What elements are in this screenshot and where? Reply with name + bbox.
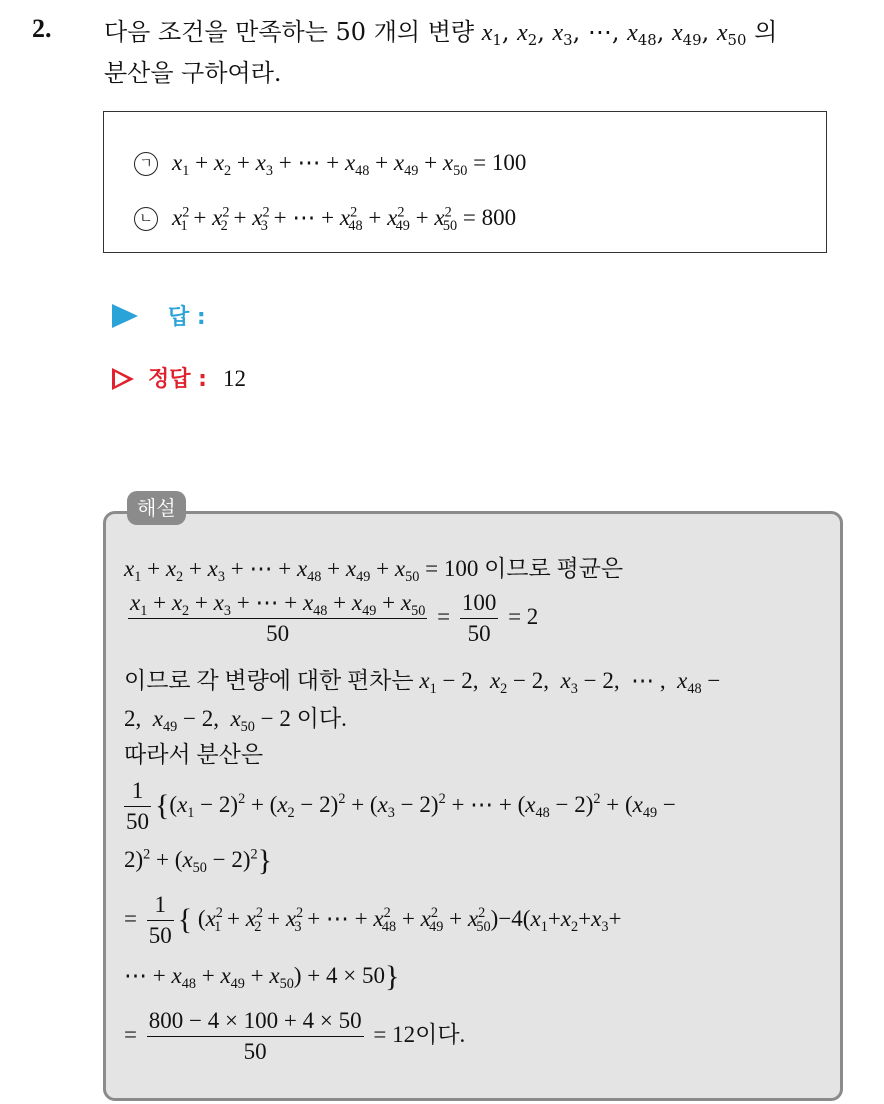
question-text-line1-suffix: 의 — [754, 18, 778, 46]
correct-answer-label: 정답 : — [148, 367, 207, 392]
one-fiftieth-fraction — [124, 776, 151, 837]
one-fiftieth-den: 50 — [126, 809, 149, 834]
condition-2: ㄴ $x^2_1 + x^2_2 + x^2_3$ + ⋯ + $x^2_{48} + x^2_{49} + x^2_{50} = 800$ — [134, 205, 516, 231]
solution-line-1: $x_1 + x_2 + x_3$ + ⋯ + $x_{48} + x_{49} + x_{50} = 100$ 이므로 평균은 — [124, 556, 624, 585]
one-fiftieth-num: 1 — [124, 776, 151, 807]
final-suffix: 이다. — [415, 1021, 466, 1047]
one-fiftieth-den-2: 50 — [148, 923, 172, 948]
answer-label: 답 : — [168, 305, 206, 330]
question-text — [104, 12, 864, 93]
one-fiftieth-fraction-2 — [147, 890, 174, 951]
solution-variance-expr-cont: $2)^2 + (x_{50} - 2)^2$} — [124, 844, 273, 877]
mean-fraction: $\frac{x_1 + x_2 + x_3 + \cdots + x_{48} + x_{49} + x_{50}}{50}$ — [128, 588, 427, 649]
solution-line-4: 2, $x_{49} - 2$, $x_{50} - 2$ 이다. — [124, 706, 347, 735]
answer-row — [112, 300, 206, 331]
solution-line-5: 따라서 분산은 — [124, 742, 264, 767]
correct-answer-row — [112, 362, 246, 393]
final-fraction-num: 800 − 4 × 100 + 4 × 50 — [147, 1006, 364, 1037]
solution-expand-expr-cont: ⋯ + $x_{48} + x_{49} + x_{50}) + 4 \times 50$} — [124, 960, 400, 993]
mean-value-den: 50 — [467, 621, 491, 646]
final-fraction — [147, 1006, 364, 1067]
solution-line-4-suffix: 이다. — [296, 706, 347, 731]
condition-2-marker: ㄴ — [134, 207, 158, 231]
question-text-line2: 분산을 구하여라. — [104, 59, 282, 87]
solution-expand-expr: = $\frac{1}{50}$ { ($x^2_1 + x^2_2 + x^2_3$ + ⋯ + $x^2_{48} + x^2_{49} + x^2_{50})-4(x_1+x_2+x_3+$ — [124, 890, 621, 951]
mean-value-num: 100 — [460, 588, 499, 619]
solution-line-3: 이므로 각 변량에 대한 편차는 $x_1 - 2$, $x_2 - 2$, $x_3 - 2$, ⋯ , $x_{48}$ − — [124, 668, 721, 697]
solution-line-1-suffix: 100 이므로 평균은 — [443, 556, 624, 581]
mean-result: 2 — [526, 603, 539, 629]
question-number: 2. — [32, 14, 52, 43]
solution-mean-equation: $\frac{x_1 + x_2 + x_3 + \cdots + x_{48} + x_{49} + x_{50}}{50}$ = $\frac{100}{50}$ = 2 — [124, 588, 538, 649]
mean-fraction-den: 50 — [266, 621, 290, 646]
solution-line-3-prefix: 이므로 각 변량에 대한 편차는 — [124, 668, 414, 693]
correct-answer-value: 12 — [222, 366, 246, 391]
final-fraction-den: 50 — [243, 1039, 267, 1064]
filled-triangle-icon — [112, 304, 138, 328]
solution-variance-expr: $\frac{1}{50}$ {$(x_1 - 2)^2 + (x_2 - 2)^2 + (x_3 - 2)^2$ + ⋯ + $(x_{48} - 2)^2 + (x_{49}$ − — [124, 776, 676, 837]
one-fiftieth-num-2: 1 — [147, 890, 174, 921]
condition-1: ㄱ $x_1 + x_2 + x_3$ + ⋯ + $x_{48} + x_{49} + x_{50} = 100$ — [134, 150, 526, 176]
variable-list: $x_1$, $x_2$, $x_3$, ⋯, $x_{48}$, $x_{49}$, $x_{50}$ — [481, 18, 747, 50]
condition-2-rhs: 800 — [481, 205, 517, 230]
final-result: 12 — [392, 1021, 416, 1047]
condition-1-rhs: 100 — [491, 150, 527, 175]
question-text-line1-prefix: 다음 조건을 만족하는 50 개의 변량 — [104, 18, 475, 46]
outline-triangle-icon — [112, 368, 134, 390]
condition-1-marker: ㄱ — [134, 152, 158, 176]
conditions-box — [103, 111, 827, 253]
solution-tag: 해설 — [127, 491, 186, 525]
mean-value-fraction — [460, 588, 499, 649]
solution-final: = $\frac{800 - 4 \times 100 + 4 \times 50}{50}$ = 12이다. — [124, 1006, 465, 1067]
